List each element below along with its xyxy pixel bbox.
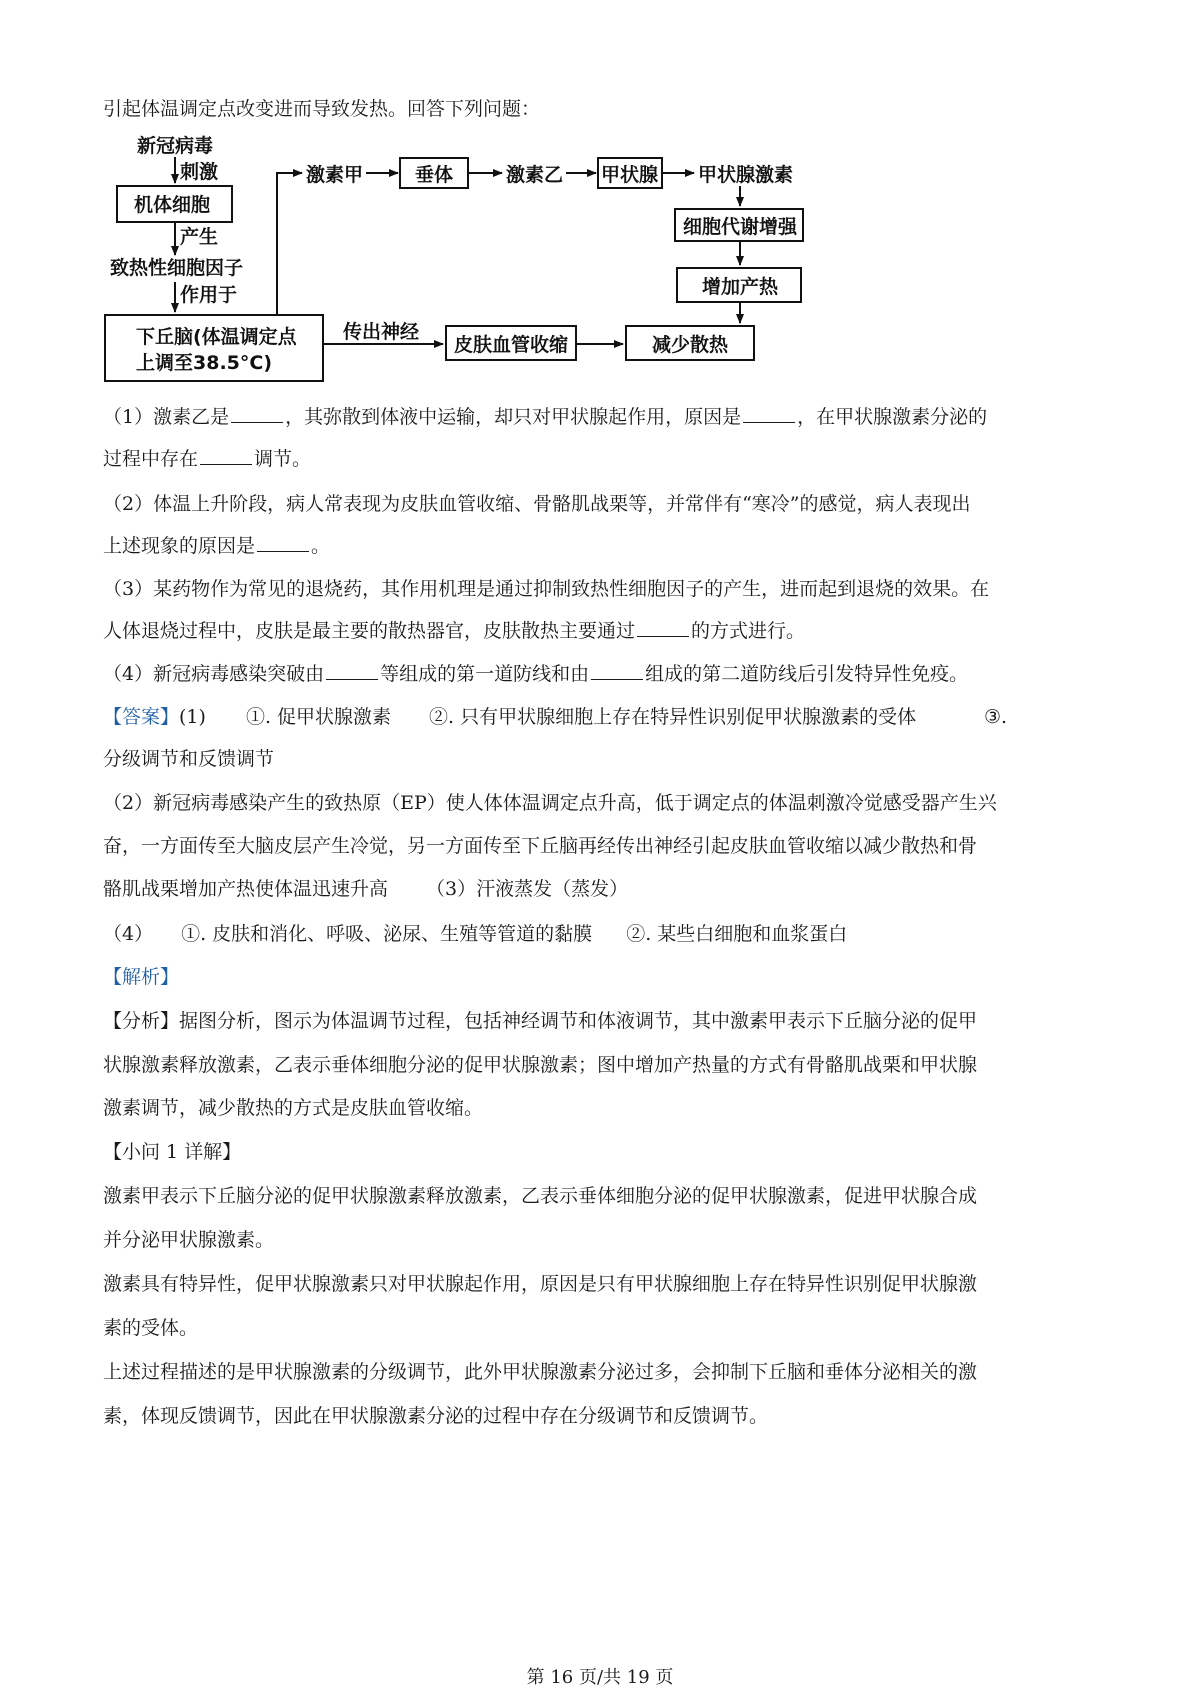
- detail-line-5: 上述过程描述的是甲状腺激素的分级调节，此外甲状腺激素分泌过多，会抑制下丘脑和垂体分泌相关的激: [103, 1361, 978, 1383]
- pyrogen-label: 致热性细胞因子: [110, 257, 244, 279]
- question-3-line-1: （3）某药物作为常见的退烧药，其作用机理是通过抑制致热性细胞因子的产生，进而起到退烧的效果。在: [103, 578, 990, 600]
- body-cell-label: 机体细胞: [134, 194, 211, 216]
- stimulate-label: 刺激: [180, 161, 219, 183]
- answer-line-2: 分级调节和反馈调节: [103, 748, 275, 770]
- page-number: 第 16 页/共 19 页: [526, 1667, 674, 1688]
- detail-line-3: 激素具有特异性，促甲状腺激素只对甲状腺起作用，原因是只有甲状腺细胞上存在特异性识别促甲状腺激: [103, 1273, 978, 1295]
- answer-blank: [326, 661, 378, 680]
- thyroid-hormone-label: 甲状腺激素: [698, 164, 794, 186]
- answer-blank: [637, 618, 689, 637]
- analysis-para-3: 激素调节，减少散热的方式是皮肤血管收缩。: [103, 1097, 484, 1119]
- detail-line-1: 激素甲表示下丘脑分泌的促甲状腺激素释放激素，乙表示垂体细胞分泌的促甲状腺激素，促进甲状腺合成: [103, 1185, 978, 1207]
- answer-blank: [591, 661, 643, 680]
- question-1-line-2: 过程中存在 调节。: [103, 448, 312, 470]
- answer-2-line-2: 奋，一方面传至大脑皮层产生冷觉，另一方面传至下丘脑再经传出神经引起皮肤血管收缩以减少散热和骨: [103, 835, 978, 857]
- answer-blank: [200, 446, 252, 465]
- detail-label: 【小问 1 详解】: [103, 1141, 242, 1163]
- virus-label: 新冠病毒: [137, 135, 214, 157]
- hormone-a-label: 激素甲: [306, 164, 364, 186]
- pituitary-label: 垂体: [415, 164, 454, 186]
- metabolism-label: 细胞代谢增强: [683, 216, 798, 238]
- analysis-para-2: 状腺激素释放激素，乙表示垂体细胞分泌的促甲状腺激素；图中增加产热量的方式有骨骼肌战栗和甲状腺: [103, 1054, 978, 1076]
- answer-label: 【答案】: [103, 706, 180, 728]
- question-3-line-2: 人体退烧过程中，皮肤是最主要的散热器官，皮肤散热主要通过 的方式进行。: [103, 620, 806, 642]
- act-on-label: 作用于: [180, 284, 238, 306]
- question-4-line: （4）新冠病毒感染突破由 等组成的第一道防线和由 组成的第二道防线后引发特异性免疫。: [103, 663, 969, 685]
- thyroid-label: 甲状腺: [601, 164, 659, 186]
- answer-blank: [257, 533, 309, 552]
- answer-2-line-3: 骼肌战栗增加产热使体温迅速升高 （3）汗液蒸发（蒸发）: [103, 878, 629, 900]
- answer-1-item-3: ③.: [984, 706, 1008, 728]
- intro-text: 引起体温调定点改变进而导致发热。回答下列问题：: [103, 98, 541, 120]
- question-2-line-2: 上述现象的原因是 。: [103, 535, 331, 557]
- vasoconstriction-label: 皮肤血管收缩: [454, 334, 569, 356]
- question-1-line-1: （1）激素乙是 ，其弥散到体液中运输，却只对甲状腺起作用，原因是 ，在甲状腺激素分泌的: [103, 406, 988, 428]
- detail-line-2: 并分泌甲状腺激素。: [103, 1229, 275, 1251]
- answer-blank: [743, 404, 795, 423]
- answer-4-line: （4） ①. 皮肤和消化、呼吸、泌尿、生殖等管道的黏膜 ②. 某些白细胞和血浆蛋白: [103, 923, 848, 945]
- arrow-hypothalamus-hormone-a: [277, 173, 302, 315]
- analysis-label: 【解析】: [103, 966, 180, 988]
- detail-line-4: 素的受体。: [103, 1317, 199, 1339]
- efferent-label: 传出神经: [343, 321, 420, 343]
- hormone-b-label: 激素乙: [506, 164, 564, 186]
- answer-blank: [231, 404, 283, 423]
- heat-gen-label: 增加产热: [702, 276, 779, 298]
- answer-2-line-1: （2）新冠病毒感染产生的致热原（EP）使人体体温调定点升高，低于调定点的体温刺激冷觉感受器产生兴: [103, 792, 997, 814]
- hypothalamus-label-1: 下丘脑(体温调定点: [136, 326, 297, 348]
- analysis-para-1: 【分析】据图分析，图示为体温调节过程，包括神经调节和体液调节，其中激素甲表示下丘脑分泌的促甲: [103, 1010, 978, 1032]
- question-2-line-1: （2）体温上升阶段，病人常表现为皮肤血管收缩、骨骼肌战栗等，并常伴有“寒冷”的感觉，病人表现出: [103, 493, 971, 515]
- detail-line-6: 素，体现反馈调节，因此在甲状腺激素分泌的过程中存在分级调节和反馈调节。: [103, 1405, 769, 1427]
- hypothalamus-label-2: 上调至38.5°C): [136, 352, 273, 374]
- thermoregulation-diagram: [0, 0, 1200, 420]
- produce-label: 产生: [180, 226, 219, 248]
- answer-line-1: 【答案】(1) ①. 促甲状腺激素 ②. 只有甲状腺细胞上存在特异性识别促甲状腺激素的受体: [103, 706, 917, 728]
- reduce-heat-label: 减少散热: [652, 334, 729, 356]
